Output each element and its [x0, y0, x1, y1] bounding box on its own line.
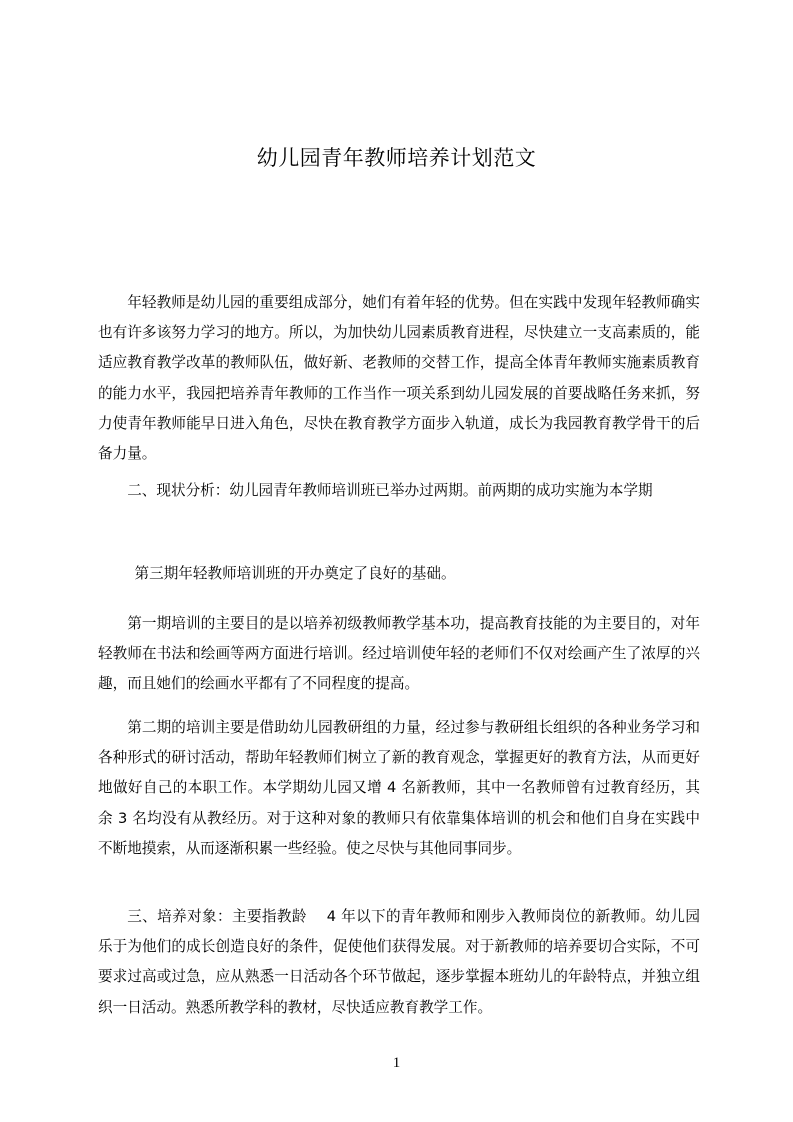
paragraph-second-session: 第二期的培训主要是借助幼儿园教研组的力量，经过参与教研组长组织的各种业务学习和各种形式的研讨活动，帮助年轻教师们树立了新的教育观念，掌握更好的教育方法，从而更好地做好自己的本职工作。本学期幼儿园又增 4 名新教师，其中一名教师曾有过教育经历，其余 3 名均没有从教经历。对于这种对象的教师只有依靠集体培训的机会和他们自身在实践中不断地摸索，从而逐渐积累一些经验。使之尽快与其他同事同步。 — [98, 719, 700, 857]
paragraph-third-session: 第三期年轻教师培训班的开办奠定了良好的基础。 — [134, 565, 456, 582]
page-number: 1 — [392, 1055, 401, 1071]
paragraph-first-session: 第一期培训的主要目的是以培养初级教师教学基本功，提高教育技能的为主要目的，对年轻教师在书法和绘画等两方面进行培训。经过培训使年轻的老师们不仅对绘画产生了浓厚的兴趣，而且她们的绘画水平都有了不同程度的提高。 — [98, 615, 700, 693]
paragraph-introduction: 年轻教师是幼儿园的重要组成部分，她们有着年轻的优势。但在实践中发现年轻教师确实也有许多该努力学习的地方。所以，为加快幼儿园素质教育进程，尽快建立一支高素质的，能适应教育教学改革的教师队伍，做好新、老教师的交替工作，提高全体青年教师实施素质教育的能力水平，我园把培养青年教师的工作当作一项关系到幼儿园发展的首要战略任务来抓，努力使青年教师能早日进入角色，尽快在教育教学方面步入轨道，成长为我园教育教学骨干的后备力量。 — [98, 294, 700, 463]
paragraph-status-analysis: 二、现状分析：幼儿园青年教师培训班已举办过两期。前两期的成功实施为本学期 — [127, 482, 653, 499]
paragraph-training-targets: 三、培养对象：主要指教龄 4 年以下的青年教师和刚步入教师岗位的新教师。幼儿园乐于为他们的成长创造良好的条件，促使他们获得发展。对于新教师的培养要切合实际，不可要求过高或过急，应从熟悉一日活动各个环节做起，逐步掌握本班幼儿的年龄特点，并独立组织一日活动。熟悉所教学科的教材，尽快适应教育教学工作。 — [98, 908, 700, 1016]
document-title: 幼儿园青年教师培养计划范文 — [256, 146, 537, 170]
